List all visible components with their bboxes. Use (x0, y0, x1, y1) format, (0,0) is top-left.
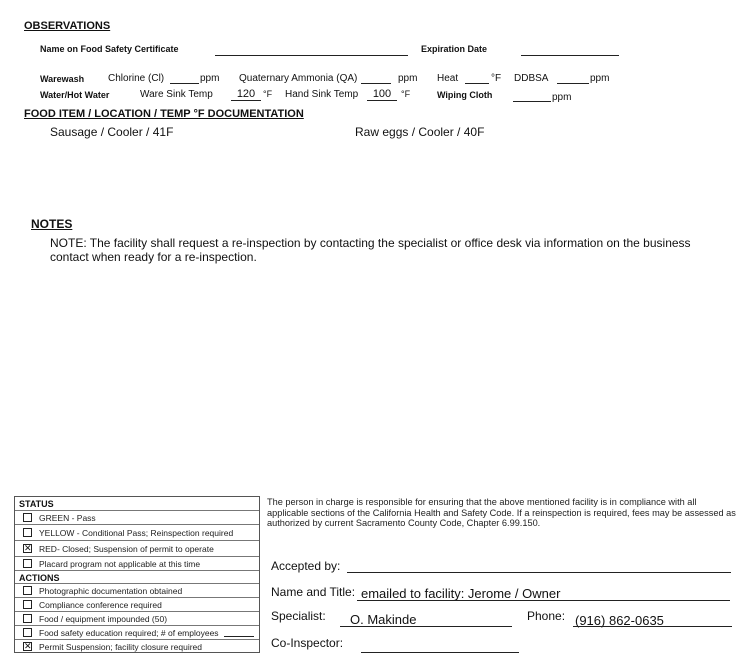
action-item-impound[interactable]: Food / equipment impounded (50) (15, 612, 259, 626)
checkbox-placard[interactable] (23, 559, 32, 568)
status-actions-box (14, 496, 260, 653)
warewash-label: Warewash (40, 74, 85, 84)
ddbsa-field[interactable] (557, 83, 589, 84)
heat-unit: °F (491, 73, 502, 84)
quat-label: Quaternary Ammonia (QA) (239, 73, 358, 84)
certificate-label: Name on Food Safety Certificate (40, 44, 179, 54)
ddbsa-unit: ppm (590, 73, 610, 84)
food-item: Raw eggs / Cooler / 40F (355, 125, 485, 139)
actions-heading: ACTIONS (15, 571, 259, 584)
specialist-value[interactable]: O. Makinde (350, 612, 417, 627)
observations-heading: OBSERVATIONS (24, 20, 111, 32)
checkbox-conference[interactable] (23, 600, 32, 609)
status-item-green[interactable]: GREEN - Pass (15, 511, 259, 525)
ware-sink-value[interactable]: 120 (231, 88, 261, 101)
chlorine-field[interactable] (170, 83, 199, 84)
coinspector-field[interactable] (361, 652, 519, 653)
status-item-red[interactable]: ✕ RED- Closed; Suspension of permit to operate (15, 541, 259, 557)
chlorine-unit: ppm (200, 73, 220, 84)
action-item-suspension[interactable]: ✕ Permit Suspension; facility closure required (24, 641, 202, 652)
status-heading: STATUS (15, 497, 259, 511)
accepted-by-label: Accepted by: (271, 559, 341, 573)
hand-sink-label: Hand Sink Temp (285, 89, 359, 100)
wiping-cloth-label: Wiping Cloth (437, 90, 493, 100)
expiration-label: Expiration Date (421, 44, 488, 54)
name-title-field (357, 600, 730, 601)
water-label: Water/Hot Water (40, 90, 110, 100)
name-title-label: Name and Title: (271, 585, 356, 599)
phone-value[interactable]: (916) 862-0635 (575, 613, 664, 628)
quat-unit: ppm (398, 73, 418, 84)
phone-field (573, 626, 732, 627)
heat-field[interactable] (465, 83, 489, 84)
specialist-label: Specialist: (271, 609, 326, 623)
disclaimer-text: The person in charge is responsible for ensuring that the above mentioned facility is in compliance with all applicable sections of the California Health and Safety Code. If a reinspection is required, fees may be assessed as authorized by current Sacramento County Code, Chapter 6.99.150. (267, 497, 736, 528)
specialist-field (340, 626, 512, 627)
checkbox-impound[interactable] (23, 614, 32, 623)
wiping-cloth-field[interactable] (513, 101, 551, 102)
checkbox-suspension[interactable]: ✕ (24, 641, 32, 651)
checkbox-green[interactable] (23, 513, 32, 522)
expiration-field[interactable] (521, 55, 619, 56)
heat-label: Heat (437, 73, 459, 84)
action-item-education[interactable]: Food safety education required; # of employees (15, 626, 259, 640)
certificate-field[interactable] (215, 55, 408, 56)
ware-sink-label: Ware Sink Temp (140, 89, 213, 100)
employees-count-field[interactable] (224, 636, 254, 637)
coinspector-label: Co-Inspector: (271, 636, 344, 650)
status-item-placard[interactable]: Placard program not applicable at this time (15, 557, 259, 571)
notes-text: NOTE: The facility shall request a re-inspection by contacting the specialist or office desk via information on the business contact when ready for a re-inspection. (50, 236, 691, 264)
wiping-cloth-unit: ppm (552, 92, 572, 103)
phone-label: Phone: (527, 609, 566, 623)
name-title-value[interactable]: emailed to facility: Jerome / Owner (361, 586, 561, 601)
food-items-heading: FOOD ITEM / LOCATION / TEMP °F DOCUMENTATION (24, 108, 304, 120)
chlorine-label: Chlorine (Cl) (108, 73, 165, 84)
checkbox-education[interactable] (23, 628, 32, 637)
action-item-photo[interactable]: Photographic documentation obtained (15, 584, 259, 598)
ware-sink-unit: °F (263, 89, 273, 99)
action-item-conference[interactable]: Compliance conference required (15, 598, 259, 612)
notes-heading: NOTES (31, 217, 73, 231)
hand-sink-unit: °F (401, 89, 411, 99)
checkbox-red[interactable]: ✕ (24, 543, 32, 553)
checkbox-photo[interactable] (23, 586, 32, 595)
checkbox-yellow[interactable] (23, 528, 32, 537)
status-item-yellow[interactable]: YELLOW - Conditional Pass; Reinspection required (15, 525, 259, 541)
hand-sink-value[interactable]: 100 (367, 88, 397, 101)
food-item: Sausage / Cooler / 41F (50, 125, 174, 139)
quat-field[interactable] (361, 83, 391, 84)
ddbsa-label: DDBSA (514, 73, 549, 84)
accepted-by-field[interactable] (347, 572, 731, 573)
